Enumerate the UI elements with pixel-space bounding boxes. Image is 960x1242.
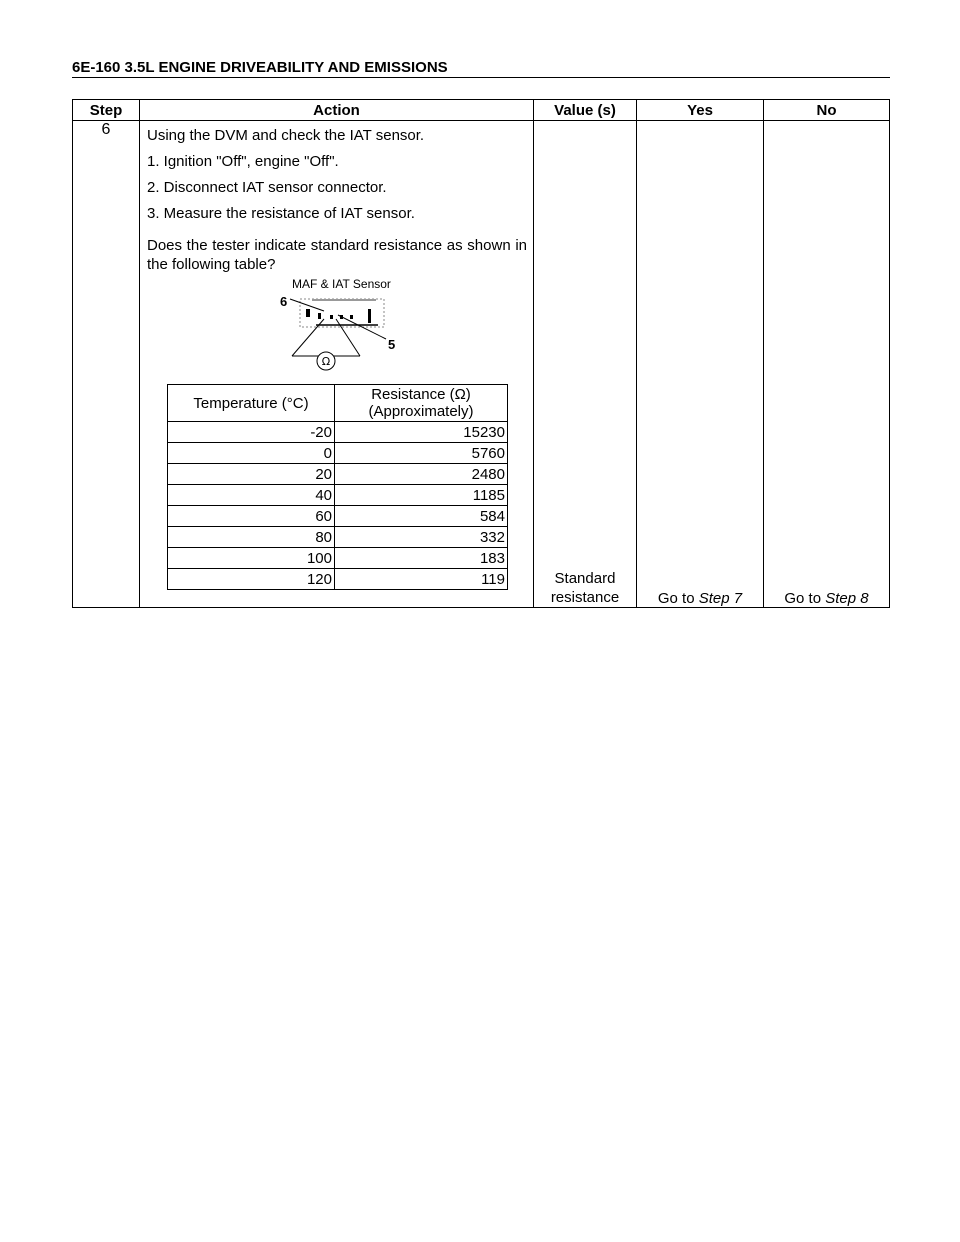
resistance-header-line1: Resistance (Ω) <box>371 386 471 403</box>
resistance-header-line2: (Approximately) <box>368 403 474 420</box>
action-intro: Using the DVM and check the IAT sensor. <box>147 127 425 144</box>
action-question: Does the tester indicate standard resistance as shown in the following table? <box>147 237 527 273</box>
connector-pin <box>350 315 353 319</box>
yes-prefix: Go to <box>657 590 699 607</box>
value-line2: resistance <box>550 589 620 606</box>
connector-pin <box>368 309 371 323</box>
table-row <box>168 485 508 506</box>
temp-value: 100 <box>168 548 335 569</box>
diagnostic-table <box>72 99 890 608</box>
temp-value: 120 <box>168 569 335 590</box>
connector-outline <box>300 299 384 327</box>
temp-value: 80 <box>168 527 335 548</box>
table-row <box>168 506 508 527</box>
table-row <box>168 422 508 443</box>
resistance-value: 183 <box>335 548 508 569</box>
temp-value: -20 <box>168 422 335 443</box>
temp-value: 40 <box>168 485 335 506</box>
resistance-value: 119 <box>335 569 508 590</box>
no-prefix: Go to <box>784 590 826 607</box>
action-step-3: 3. Measure the resistance of IAT sensor. <box>147 205 415 222</box>
col-step-header: Step <box>73 100 140 121</box>
connector-pin <box>318 313 321 319</box>
temp-value: 20 <box>168 464 335 485</box>
table-row <box>168 569 508 590</box>
col-yes-header: Yes <box>637 100 764 121</box>
table-row <box>168 443 508 464</box>
resistance-value: 332 <box>335 527 508 548</box>
resistance-header-row <box>168 385 508 422</box>
resistance-value: 584 <box>335 506 508 527</box>
temperature-header: Temperature (°C) <box>168 385 335 422</box>
temp-value: 0 <box>168 443 335 464</box>
no-cell <box>764 121 890 608</box>
resistance-value: 1185 <box>335 485 508 506</box>
action-cell <box>140 121 534 608</box>
action-step-2: 2. Disconnect IAT sensor connector. <box>147 179 387 196</box>
resistance-value: 15230 <box>335 422 508 443</box>
table-row <box>73 121 890 608</box>
probe-lead-left <box>292 319 324 356</box>
col-value-header: Value (s) <box>534 100 637 121</box>
pin-6-label: 6 <box>280 294 288 309</box>
temp-value: 60 <box>168 506 335 527</box>
table-row <box>168 548 508 569</box>
value-line1: Standard <box>554 570 616 587</box>
col-no-header: No <box>764 100 890 121</box>
page-header: 6E-160 3.5L ENGINE DRIVEABILITY AND EMISSIONS <box>72 58 890 78</box>
connector-top-bar <box>312 299 376 301</box>
yes-cell <box>637 121 764 608</box>
connector-pin <box>306 309 310 317</box>
connector-pin <box>330 315 333 319</box>
table-header-row <box>73 100 890 121</box>
ohm-symbol: Ω <box>321 355 331 368</box>
resistance-table <box>167 384 508 590</box>
resistance-value: 5760 <box>335 443 508 464</box>
resistance-header <box>335 385 508 422</box>
table-row <box>168 464 508 485</box>
step-number: 6 <box>73 121 140 608</box>
yes-step-link[interactable]: Step 7 <box>698 590 743 607</box>
pin-5-label: 5 <box>388 337 396 352</box>
diagram-label: MAF & IAT Sensor <box>292 279 391 291</box>
resistance-value: 2480 <box>335 464 508 485</box>
sensor-connector-diagram <box>280 279 410 375</box>
table-row <box>168 527 508 548</box>
action-step-1: 1. Ignition "Off", engine "Off". <box>147 153 339 170</box>
value-cell <box>534 121 637 608</box>
col-action-header: Action <box>140 100 534 121</box>
no-step-link[interactable]: Step 8 <box>825 590 869 607</box>
